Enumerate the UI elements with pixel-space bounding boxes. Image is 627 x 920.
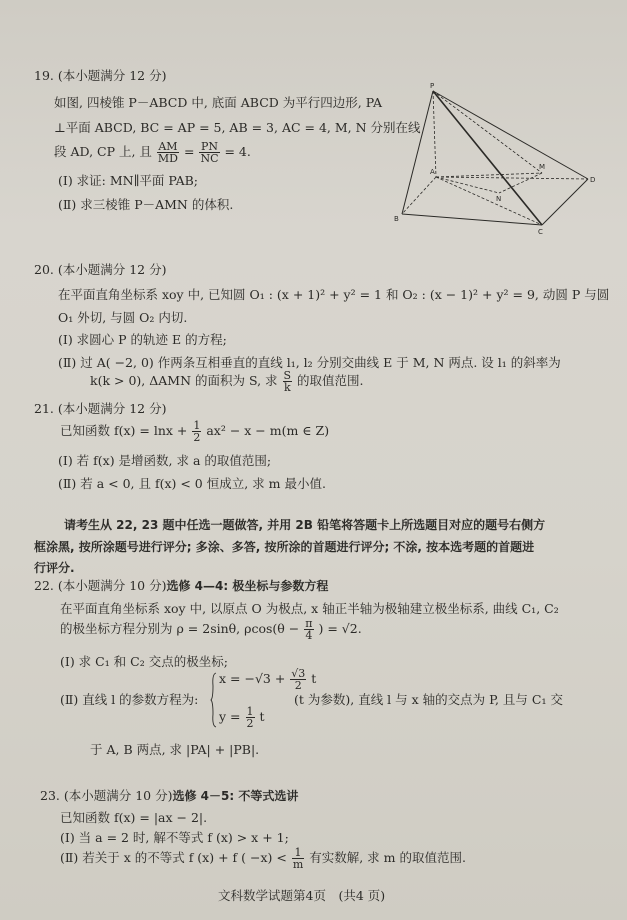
q20-line2: O₁ 外切, 与圆 O₂ 内切. xyxy=(58,310,188,325)
q21-part1: (Ⅰ) 若 f(x) 是增函数, 求 a 的取值范围; xyxy=(58,453,272,468)
segment-an xyxy=(436,177,499,193)
label-m: M xyxy=(539,163,546,171)
page-footer: 文科数学试题第4页 (共4 页) xyxy=(218,888,386,903)
system-eq-y: y = $\frac{1}{2}$ t xyxy=(219,705,265,730)
edge-pd xyxy=(433,91,588,179)
label-c: C xyxy=(538,228,543,236)
fraction-s-k: $\frac{S}{k}$ xyxy=(283,369,292,394)
edge-pb xyxy=(402,91,433,214)
q21-line1: 已知函数 f(x) = lnx + $\frac{1}{2}$ ax² − x − m(m ∈ Z) xyxy=(60,419,330,444)
edge-pa xyxy=(433,91,436,177)
notice-line1: 请考生从 22, 23 题中任选一题做答, 并用 2B 铅笔将答题卡上所选题目对应的题号右侧方 xyxy=(64,518,546,532)
label-b: B xyxy=(394,215,399,223)
fraction-pi-4: $\frac{\pi}{4}$ xyxy=(305,617,313,642)
q19-part1: (Ⅰ) 求证: MN∥平面 PAB; xyxy=(58,173,199,188)
edge-cd xyxy=(542,179,588,225)
q23-part1: (Ⅰ) 当 a = 2 时, 解不等式 f (x) > x + 1; xyxy=(60,830,289,845)
segment-am xyxy=(436,173,542,177)
q20-part2-cont: k(k > 0), ΔAMN 的面积为 S, 求 $\frac{S}{k}$ 的取值范围. xyxy=(90,369,364,394)
label-p: P xyxy=(430,82,435,90)
edge-bc xyxy=(402,214,542,225)
q22-part2-mid: (t 为参数), 直线 l 与 x 轴的交点为 P, 且与 C₁ 交 xyxy=(294,692,563,707)
label-a: A xyxy=(430,168,435,176)
system-brace xyxy=(211,672,217,728)
q21-part2: (Ⅱ) 若 a < 0, 且 f(x) < 0 恒成立, 求 m 最小值. xyxy=(58,476,326,491)
edge-pc xyxy=(433,91,542,225)
edge-ad xyxy=(436,177,588,179)
q22-line1: 在平面直角坐标系 xoy 中, 以原点 O 为极点, x 轴正半轴为极轴建立极坐标系, 曲线 C₁, C₂ xyxy=(60,601,559,616)
segment-mn xyxy=(499,173,542,193)
q21-title: 21. (本小题满分 12 分) xyxy=(34,401,167,416)
segment-pm xyxy=(433,91,542,173)
fraction-root3-2: $\frac{√3}{2}$ xyxy=(291,667,306,692)
label-d: D xyxy=(590,176,596,184)
label-n: N xyxy=(496,195,502,203)
q22-part2-end: 于 A, B 两点, 求 |PA| + |PB|. xyxy=(90,742,260,757)
q22-part1: (Ⅰ) 求 C₁ 和 C₂ 交点的极坐标; xyxy=(60,654,228,669)
q19-title: 19. (本小题满分 12 分) xyxy=(34,68,167,83)
fraction-pn-nc: $\frac{PN}{NC}$ xyxy=(200,140,219,165)
q19-part2: (Ⅱ) 求三棱锥 P－AMN 的体积. xyxy=(58,197,234,212)
q22-line2: 的极坐标方程分别为 ρ = 2sinθ, ρcos(θ − $\frac{\pi}{4}$ ) = √2. xyxy=(60,617,362,642)
notice-line3: 行评分. xyxy=(34,561,75,575)
fraction-am-md: $\frac{AM}{MD}$ xyxy=(157,140,178,165)
q20-line1: 在平面直角坐标系 xoy 中, 已知圆 O₁ : (x + 1)² + y² = 1 和 O₂ : (x − 1)² + y² = 9, 动圆 P 与圆 xyxy=(58,287,610,302)
fraction-half-t: $\frac{1}{2}$ xyxy=(246,705,254,730)
q22-part2-a: (Ⅱ) 直线 l 的参数方程为: xyxy=(60,692,199,707)
q20-part2: (Ⅱ) 过 A( −2, 0) 作两条互相垂直的直线 l₁, l₂ 分别交曲线 E 于 M, N 两点. 设 l₁ 的斜率为 xyxy=(58,355,561,370)
q23-line1: 已知函数 f(x) = |ax − 2|. xyxy=(60,810,208,825)
system-eq-x: x = −√3 + $\frac{√3}{2}$ t xyxy=(219,667,317,692)
q20-title: 20. (本小题满分 12 分) xyxy=(34,262,167,277)
q19-line1: 如图, 四棱锥 P－ABCD 中, 底面 ABCD 为平行四边形, PA xyxy=(54,95,382,110)
notice-line2: 框涂黑, 按所涂题号进行评分; 多涂、多答, 按所涂的首题进行评分; 不涂, 按本选考题的首题进 xyxy=(34,540,535,554)
fraction-1-m: $\frac{1}{m}$ xyxy=(292,846,304,871)
q23-part2: (Ⅱ) 若关于 x 的不等式 f (x) + f ( −x) < $\frac{1}{m}$ 有实数解, 求 m 的取值范围. xyxy=(60,846,466,871)
q22-title: 22. (本小题满分 10 分)选修 4—4: 极坐标与参数方程 xyxy=(34,578,329,593)
q19-line2: ⊥平面 ABCD, BC = AP = 5, AB = 3, AC = 4, M, N 分别在线 xyxy=(54,120,421,135)
q20-part1: (Ⅰ) 求圆心 P 的轨迹 E 的方程; xyxy=(58,332,227,347)
fraction-half: $\frac{1}{2}$ xyxy=(193,419,201,444)
pyramid-figure xyxy=(392,82,596,237)
q19-line3: 段 AD, CP 上, 且 $\frac{AM}{MD}$ = $\frac{PN}{NC}$ = 4. xyxy=(54,140,251,165)
q23-title: 23. (本小题满分 10 分)选修 4－5: 不等式选讲 xyxy=(40,788,299,803)
